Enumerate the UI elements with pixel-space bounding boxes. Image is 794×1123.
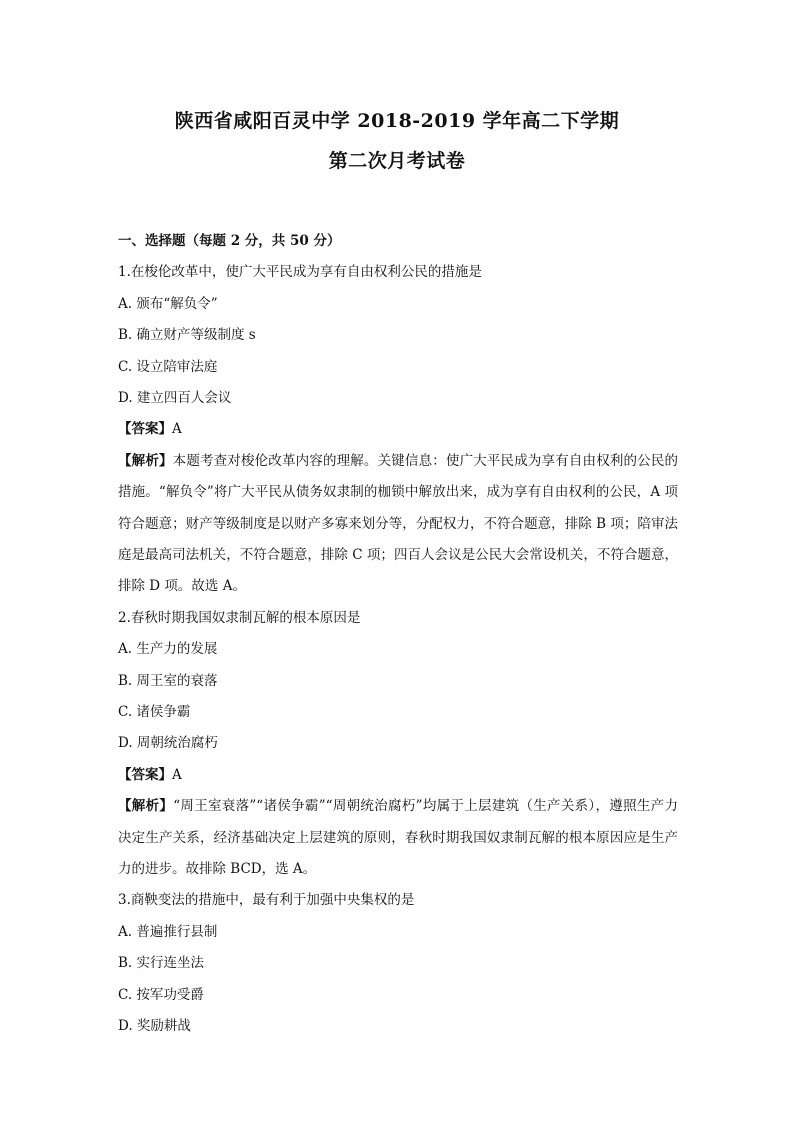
- document-title: 陕西省咸阳百灵中学 2018-2019 学年高二下学期: [174, 110, 620, 132]
- analysis-text: 本题考查对梭伦改革内容的理解。关键信息：使广大平民成为享有自由权利的公民的措施。“解负令”将广大平民从债务奴隶制的枷锁中解放出来，成为享有自由权利的公民，A 项符合题意；财产等级制度是以财产多寡来划分等，分配权力，不符合题意，排除 B 项；陪审法庭是最高司法机关，不符合题意，排除 C 项；四百人会议是公民大会常设机关，不符合题意，排除 D 项。故选 A。: [118, 452, 679, 595]
- document-body: [118, 226, 678, 1042]
- question-1-option-c: C. 设立陪审法庭: [118, 358, 218, 375]
- question-3-option-d: D. 奖励耕战: [118, 1017, 191, 1034]
- analysis-text: “周王室衰落”“诸侯争霸”“周朝统治腐朽”均属于上层建筑（生产关系），遵照生产力决定生产关系，经济基础决定上层建筑的原则，春秋时期我国奴隶制瓦解的根本原因应是生产力的进步。故排除 BCD，选 A。: [118, 798, 678, 877]
- question-1-stem: 1.在梭伦改革中，使广大平民成为享有自由权利公民的措施是: [118, 264, 482, 281]
- question-1-answer: [118, 414, 678, 445]
- question-1-option-d: D. 建立四百人会议: [118, 389, 232, 406]
- question-2-option-b: B. 周王室的衰落: [118, 672, 218, 689]
- answer-value: A: [172, 766, 182, 783]
- question-1-option-a: A. 颁布“解负令”: [118, 295, 218, 312]
- question-2-answer: [118, 760, 678, 791]
- question-2-stem: 2.春秋时期我国奴隶制瓦解的根本原因是: [118, 609, 361, 626]
- answer-label: 【答案】: [118, 421, 172, 438]
- answer-value: A: [172, 421, 182, 438]
- question-2-option-d: D. 周朝统治腐朽: [118, 735, 218, 752]
- question-2-analysis: [118, 791, 678, 885]
- question-3-option-c: C. 按军功受爵: [118, 986, 204, 1003]
- section-heading: 一、选择题（每题 2 分，共 50 分）: [118, 233, 341, 249]
- analysis-label: 【解析】: [118, 452, 173, 469]
- question-3-option-a: A. 普遍推行县制: [118, 923, 218, 940]
- question-1-option-b: B. 确立财产等级制度 s: [118, 327, 256, 344]
- question-3-stem: 3.商鞅变法的措施中，最有利于加强中央集权的是: [118, 892, 415, 909]
- question-1-analysis: [118, 446, 678, 603]
- analysis-label: 【解析】: [118, 798, 174, 815]
- question-3-option-b: B. 实行连坐法: [118, 955, 205, 972]
- document-subtitle: 第二次月考试卷: [328, 150, 466, 172]
- answer-label: 【答案】: [118, 766, 172, 783]
- question-2-option-c: C. 诸侯争霸: [118, 703, 191, 720]
- question-2-option-a: A. 生产力的发展: [118, 641, 218, 658]
